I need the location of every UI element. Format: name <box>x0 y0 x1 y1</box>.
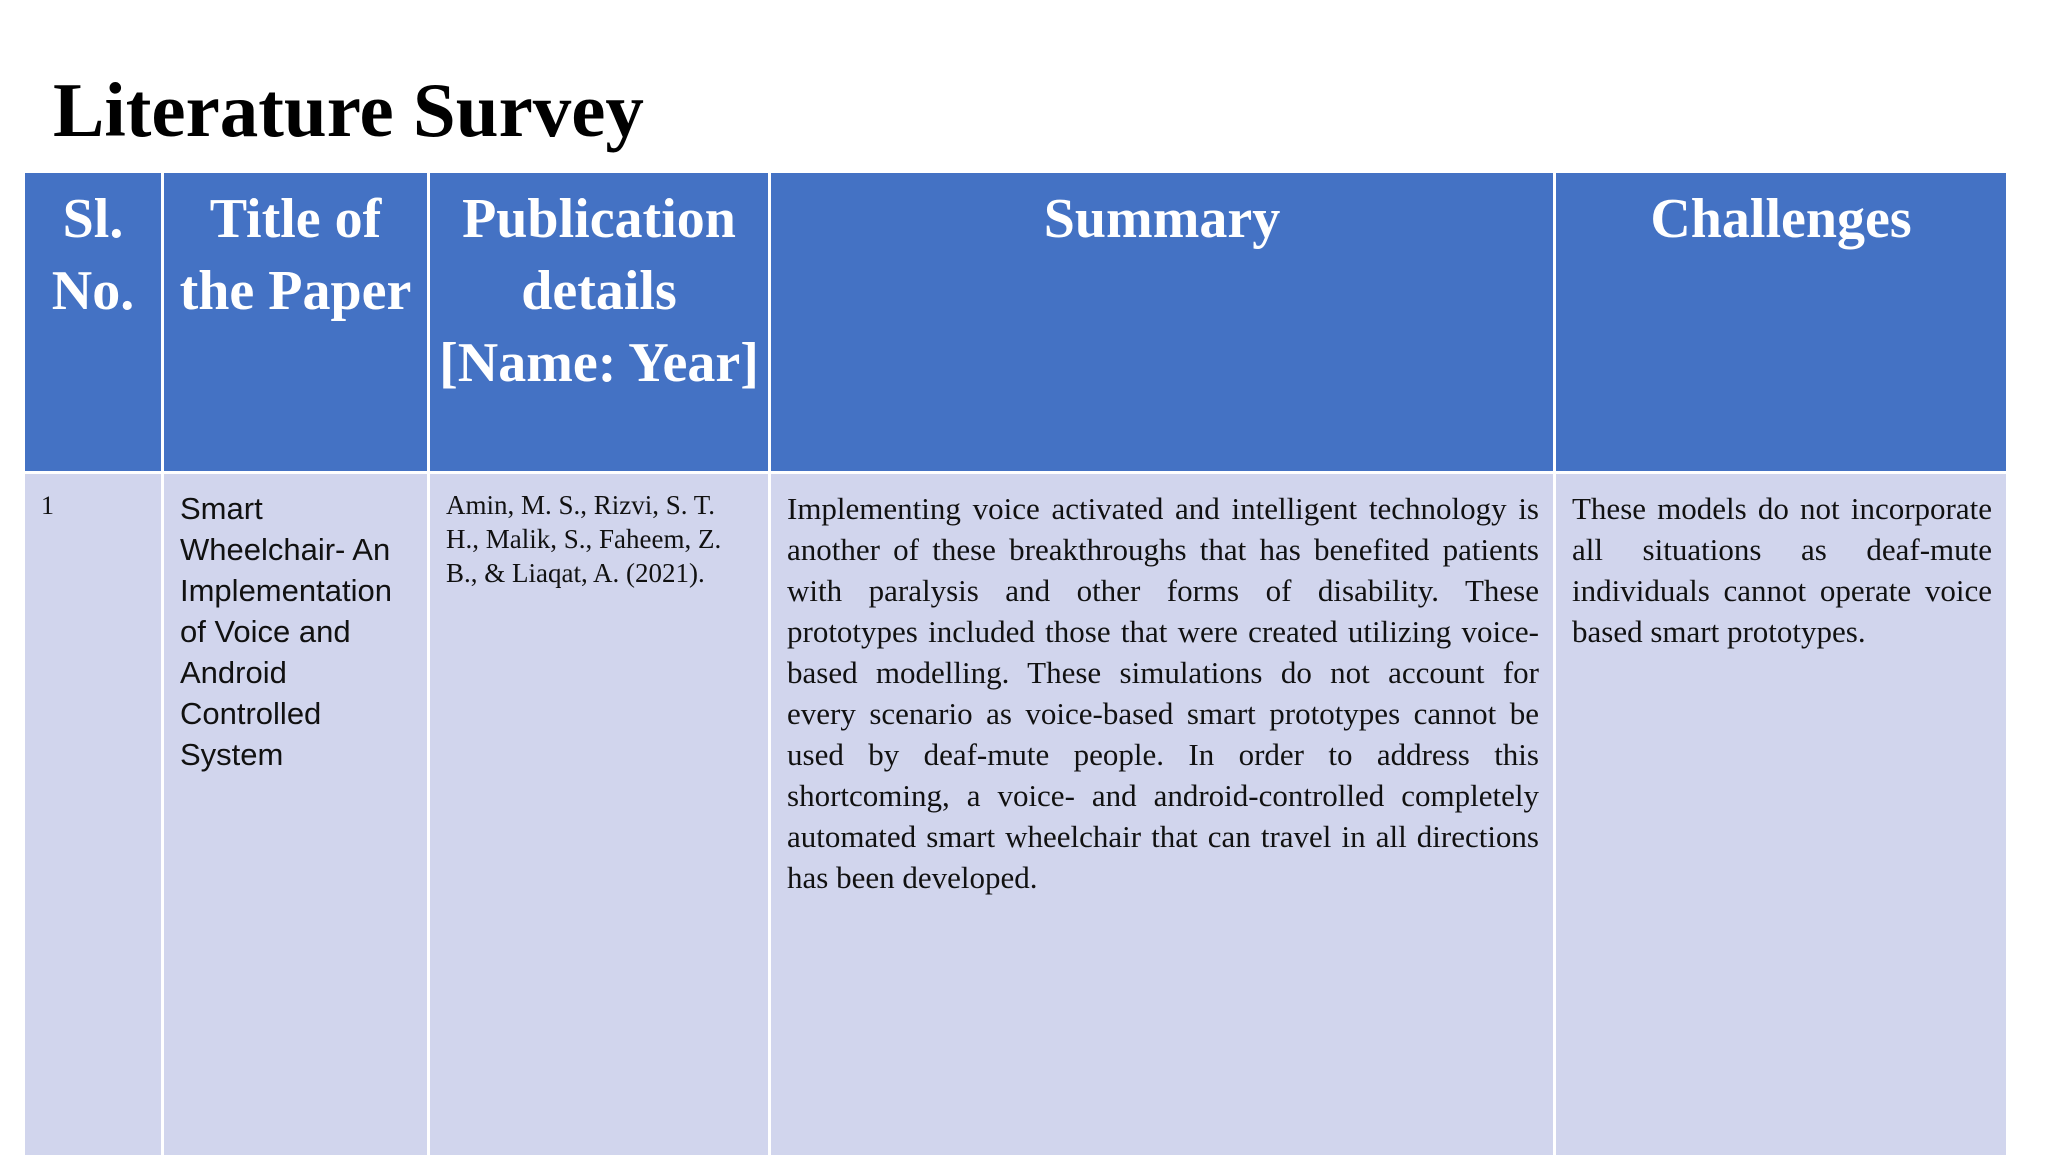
table-row <box>24 473 2008 1157</box>
cell-challenges: These models do not incorporate all situations as deaf-mute individuals cannot operate voice based smart prototypes. <box>1555 473 2008 1157</box>
cell-publication-details: Amin, M. S., Rizvi, S. T. H., Malik, S., Faheem, Z. B., & Liaqat, A. (2021). <box>429 473 770 1157</box>
cell-summary: Implementing voice activated and intelligent technology is another of these breakthroughs that has benefited patients with paralysis and other forms of disability. These prototypes included those that were created utilizing voice-based modelling. These simulations do not account for every scenario as voice-based smart prototypes cannot be used by deaf-mute people. In order to address this shortcoming, a voice- and android-controlled completely automated smart wheelchair that can travel in all directions has been developed. <box>770 473 1555 1157</box>
table-header-row <box>24 172 2008 473</box>
column-header-title: Title of the Paper <box>163 172 429 473</box>
column-header-challenges: Challenges <box>1555 172 2008 473</box>
column-header-summary: Summary <box>770 172 1555 473</box>
column-header-publication: Publication details [Name: Year] <box>429 172 770 473</box>
cell-sl-no: 1 <box>24 473 163 1157</box>
literature-survey-table <box>22 170 2009 1158</box>
cell-paper-title: Smart Wheelchair- An Implementation of Voice and Android Controlled System <box>163 473 429 1157</box>
page-title: Literature Survey <box>53 67 644 153</box>
column-header-sl-no: Sl. No. <box>24 172 163 473</box>
